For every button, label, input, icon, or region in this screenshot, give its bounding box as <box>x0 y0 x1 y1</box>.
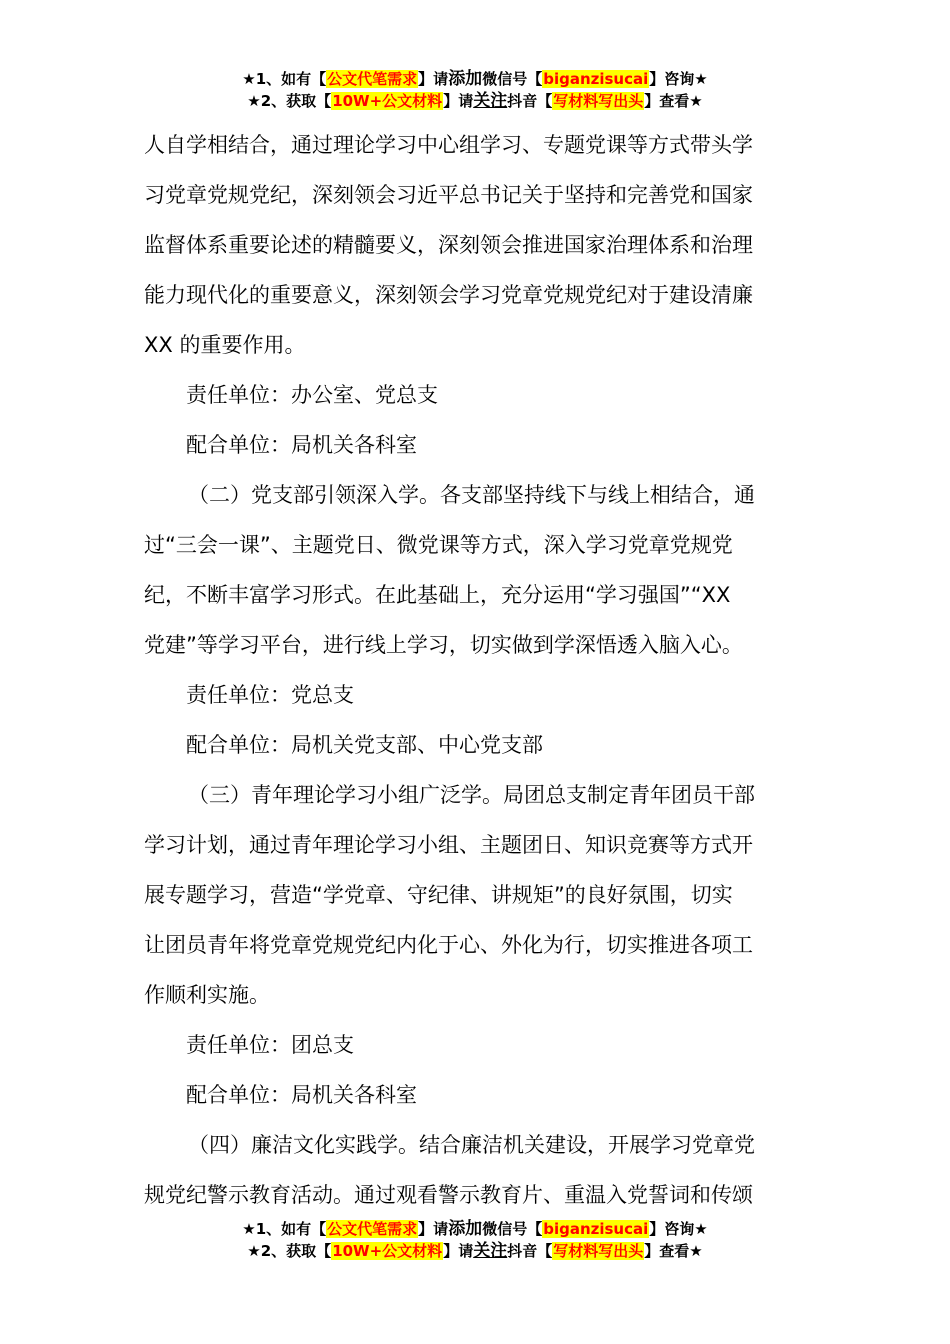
text-line: 人自学相结合，通过理论学习中心组学习、专题党课等方式带头学 <box>144 133 753 157</box>
text-line: 学习计划，通过青年理论学习小组、主题团日、知识竞赛等方式开 <box>144 833 753 857</box>
banner-emphasis: 关注 <box>473 91 508 111</box>
banner-highlight: 10W+公文材料 <box>332 1242 443 1260</box>
banner-highlight: 10W+公文材料 <box>332 92 443 110</box>
cooperating-unit: 配合单位：局机关党支部、中心党支部 <box>186 733 543 757</box>
section-heading: （四）廉洁文化实践学。结合廉洁机关建设，开展学习党章党 <box>188 1133 755 1157</box>
banner-text: ★2、获取【 <box>247 92 332 110</box>
banner-text: 抖音【 <box>507 1242 553 1260</box>
text-line: XX 的重要作用。 <box>144 333 306 357</box>
text-line: 党建”等学习平台，进行线上学习，切实做到学深悟透入脑入心。 <box>144 633 743 657</box>
banner-text: 】查看★ <box>644 92 703 110</box>
banner-highlight: biganzisucai <box>543 1220 649 1238</box>
banner-highlight: 写材料写出头 <box>553 92 644 110</box>
text-line: 规党纪警示教育活动。通过观看警示教育片、重温入党誓词和传颂 <box>144 1183 753 1207</box>
responsible-unit: 责任单位：办公室、党总支 <box>186 383 438 407</box>
cooperating-unit: 配合单位：局机关各科室 <box>186 433 417 457</box>
text-line: 展专题学习，营造“学党章、守纪律、讲规矩”的良好氛围，切实 <box>144 883 733 907</box>
banner-text: 】查看★ <box>644 1242 703 1260</box>
banner-text: 抖音【 <box>507 92 553 110</box>
responsible-unit: 责任单位：党总支 <box>186 683 354 707</box>
banner-text: 微信号【 <box>482 70 543 88</box>
section-heading: （三）青年理论学习小组广泛学。局团总支制定青年团员干部 <box>188 783 755 807</box>
banner-emphasis: 添加 <box>448 69 483 89</box>
banner-text: 】请 <box>443 92 474 110</box>
banner-emphasis: 关注 <box>473 1241 508 1261</box>
banner-highlight: 公文代笔需求 <box>327 1220 418 1238</box>
banner-text: 微信号【 <box>482 1220 543 1238</box>
text-line: 让团员青年将党章党规党纪内化于心、外化为行，切实推进各项工 <box>144 933 753 957</box>
banner-highlight: 公文代笔需求 <box>327 70 418 88</box>
banner-text: ★2、获取【 <box>247 1242 332 1260</box>
banner-highlight: 写材料写出头 <box>553 1242 644 1260</box>
responsible-unit: 责任单位：团总支 <box>186 1033 354 1057</box>
cooperating-unit: 配合单位：局机关各科室 <box>186 1083 417 1107</box>
banner-emphasis: 添加 <box>448 1219 483 1239</box>
banner-text: ★1、如有【 <box>242 70 327 88</box>
banner-text: 】咨询★ <box>649 70 708 88</box>
header-banner <box>0 68 950 112</box>
text-line: 能力现代化的重要意义，深刻领会学习党章党规党纪对于建设清廉 <box>144 283 753 307</box>
banner-text: 】请 <box>443 1242 474 1260</box>
text-line: 过“三会一课”、主题党日、微党课等方式，深入学习党章党规党 <box>144 533 733 557</box>
section-heading: （二）党支部引领深入学。各支部坚持线下与线上相结合，通 <box>188 483 755 507</box>
footer-banner <box>0 1218 950 1262</box>
text-line: 作顺利实施。 <box>144 983 270 1007</box>
banner-highlight: biganzisucai <box>543 70 649 88</box>
text-line: 习党章党规党纪，深刻领会习近平总书记关于坚持和完善党和国家 <box>144 183 753 207</box>
text-line: 纪，不断丰富学习形式。在此基础上，充分运用“学习强国”“XX <box>144 583 731 607</box>
banner-text: 】咨询★ <box>649 1220 708 1238</box>
banner-text: ★1、如有【 <box>242 1220 327 1238</box>
banner-line-1 <box>0 1218 950 1240</box>
document-body <box>144 120 808 1220</box>
banner-text: 】请 <box>418 1220 449 1238</box>
banner-line-1 <box>0 68 950 90</box>
banner-text: 】请 <box>418 70 449 88</box>
banner-line-2 <box>0 90 950 112</box>
banner-line-2 <box>0 1240 950 1262</box>
text-line: 监督体系重要论述的精髓要义，深刻领会推进国家治理体系和治理 <box>144 233 753 257</box>
